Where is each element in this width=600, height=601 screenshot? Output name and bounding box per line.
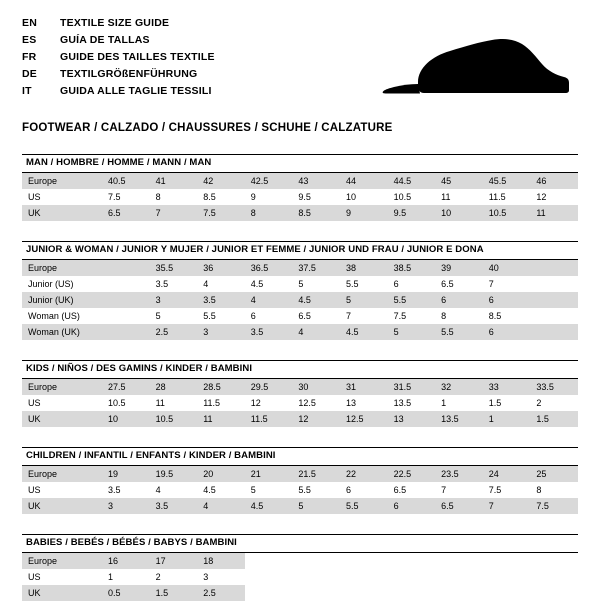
cell: 23.5 [435, 466, 483, 482]
cell-empty [340, 585, 388, 601]
page-title: FOOTWEAR / CALZADO / CHAUSSURES / SCHUHE / CALZATURE [22, 122, 393, 134]
cell: 35.5 [150, 260, 198, 276]
cell: 12.5 [340, 411, 388, 427]
cell: 11 [435, 189, 483, 205]
row-label: UK [22, 585, 102, 601]
row-label: UK [22, 498, 102, 514]
dress-shoe-icon [380, 32, 570, 106]
cell-empty [245, 553, 293, 569]
cell: 4 [292, 324, 340, 340]
cell: 5.5 [197, 308, 245, 324]
cell: 40.5 [102, 173, 150, 189]
cell: 22 [340, 466, 388, 482]
cell: 12 [530, 189, 578, 205]
cell-empty [483, 585, 531, 601]
cell: 19.5 [150, 466, 198, 482]
cell: 3.5 [197, 292, 245, 308]
cell: 0.5 [102, 585, 150, 601]
size-table [22, 466, 578, 514]
cell: 5 [150, 308, 198, 324]
cell: 25 [530, 466, 578, 482]
cell: 7 [150, 205, 198, 221]
cell: 4.5 [245, 276, 293, 292]
cell: 3.5 [102, 482, 150, 498]
cell: 11 [150, 395, 198, 411]
cell: 6.5 [435, 276, 483, 292]
cell: 30 [292, 379, 340, 395]
cell-empty [435, 585, 483, 601]
cell [102, 324, 150, 340]
cell: 7.5 [530, 498, 578, 514]
language-title-list [22, 16, 215, 101]
language-row [22, 33, 215, 50]
cell: 10.5 [150, 411, 198, 427]
cell: 10.5 [102, 395, 150, 411]
cell: 12 [245, 395, 293, 411]
cell: 13.5 [435, 411, 483, 427]
table-row [22, 585, 578, 601]
cell: 11.5 [245, 411, 293, 427]
cell: 33 [483, 379, 531, 395]
cell: 5 [340, 292, 388, 308]
cell: 29.5 [245, 379, 293, 395]
language-title: GUIDA ALLE TAGLIE TESSILI [60, 85, 212, 97]
table-row [22, 205, 578, 221]
language-row [22, 67, 215, 84]
cell: 4.5 [245, 498, 293, 514]
language-row [22, 16, 215, 33]
cell [102, 308, 150, 324]
cell: 4 [197, 276, 245, 292]
cell: 7 [483, 498, 531, 514]
cell: 7 [340, 308, 388, 324]
cell: 5 [388, 324, 436, 340]
language-code: DE [22, 68, 37, 80]
cell: 36 [197, 260, 245, 276]
group-title: JUNIOR & WOMAN / JUNIOR Y MUJER / JUNIOR ET FEMME / JUNIOR UND FRAU / JUNIOR E DONA [26, 244, 484, 255]
language-code: FR [22, 51, 37, 63]
cell: 17 [150, 553, 198, 569]
cell: 21 [245, 466, 293, 482]
cell: 9.5 [388, 205, 436, 221]
row-label: Junior (UK) [22, 292, 102, 308]
cell [102, 276, 150, 292]
cell: 9 [340, 205, 388, 221]
cell-empty [530, 569, 578, 585]
cell: 31.5 [388, 379, 436, 395]
cell: 42 [197, 173, 245, 189]
cell: 42.5 [245, 173, 293, 189]
table-row [22, 553, 578, 569]
language-title: TEXTILE SIZE GUIDE [60, 17, 170, 29]
table-row [22, 498, 578, 514]
cell-empty [245, 569, 293, 585]
cell: 38 [340, 260, 388, 276]
cell: 8.5 [483, 308, 531, 324]
table-row [22, 276, 578, 292]
cell: 1 [435, 395, 483, 411]
size-table [22, 379, 578, 427]
cell: 7.5 [388, 308, 436, 324]
cell: 12.5 [292, 395, 340, 411]
cell: 1.5 [483, 395, 531, 411]
cell: 7.5 [102, 189, 150, 205]
size-group-babies [22, 534, 578, 601]
cell: 8 [530, 482, 578, 498]
table-row [22, 466, 578, 482]
cell: 3.5 [150, 498, 198, 514]
cell [530, 292, 578, 308]
cell [102, 292, 150, 308]
cell: 28 [150, 379, 198, 395]
cell-empty [530, 553, 578, 569]
language-code: ES [22, 34, 37, 46]
cell: 10 [102, 411, 150, 427]
size-table [22, 553, 578, 601]
table-row [22, 173, 578, 189]
cell: 1 [483, 411, 531, 427]
page-header [22, 16, 578, 108]
size-table [22, 173, 578, 221]
table-row [22, 411, 578, 427]
cell: 7.5 [197, 205, 245, 221]
row-label: Europe [22, 379, 102, 395]
cell-empty [483, 553, 531, 569]
group-title: CHILDREN / INFANTIL / ENFANTS / KINDER / BAMBINI [26, 450, 276, 461]
group-title: BABIES / BEBÉS / BÉBÉS / BABYS / BAMBINI [26, 537, 237, 548]
cell-empty [388, 569, 436, 585]
cell: 40 [483, 260, 531, 276]
language-code: EN [22, 17, 37, 29]
row-label: UK [22, 205, 102, 221]
table-row [22, 189, 578, 205]
cell: 10 [340, 189, 388, 205]
cell: 3 [150, 292, 198, 308]
cell: 13 [388, 411, 436, 427]
table-row [22, 292, 578, 308]
cell: 6 [388, 276, 436, 292]
cell: 6.5 [292, 308, 340, 324]
cell: 8.5 [292, 205, 340, 221]
cell: 45 [435, 173, 483, 189]
cell: 1.5 [530, 411, 578, 427]
row-label: UK [22, 411, 102, 427]
cell: 6 [483, 292, 531, 308]
cell: 11.5 [197, 395, 245, 411]
cell: 36.5 [245, 260, 293, 276]
cell: 24 [483, 466, 531, 482]
cell: 6 [483, 324, 531, 340]
row-label: Europe [22, 173, 102, 189]
cell: 5 [292, 498, 340, 514]
table-row [22, 395, 578, 411]
cell: 45.5 [483, 173, 531, 189]
cell: 13 [340, 395, 388, 411]
cell: 5 [292, 276, 340, 292]
group-title: KIDS / NIÑOS / DES GAMINS / KINDER / BAMBINI [26, 363, 253, 374]
size-group-junior-woman [22, 241, 578, 340]
cell: 9 [245, 189, 293, 205]
cell: 44.5 [388, 173, 436, 189]
cell: 4.5 [197, 482, 245, 498]
row-label: Woman (US) [22, 308, 102, 324]
cell: 22.5 [388, 466, 436, 482]
cell: 4.5 [340, 324, 388, 340]
cell: 5.5 [292, 482, 340, 498]
cell: 39 [435, 260, 483, 276]
cell: 11.5 [483, 189, 531, 205]
cell: 44 [340, 173, 388, 189]
cell-empty [388, 553, 436, 569]
cell: 6 [435, 292, 483, 308]
row-label: Europe [22, 553, 102, 569]
cell: 28.5 [197, 379, 245, 395]
row-label: Europe [22, 260, 102, 276]
cell: 43 [292, 173, 340, 189]
size-group-children [22, 447, 578, 514]
cell-empty [340, 553, 388, 569]
cell: 4 [150, 482, 198, 498]
cell: 11 [530, 205, 578, 221]
cell: 38.5 [388, 260, 436, 276]
cell: 3 [197, 569, 245, 585]
cell: 7 [483, 276, 531, 292]
cell: 8 [150, 189, 198, 205]
size-group-man [22, 154, 578, 221]
table-row [22, 379, 578, 395]
cell: 2 [530, 395, 578, 411]
cell-empty [245, 585, 293, 601]
size-group-kids [22, 360, 578, 427]
language-row [22, 50, 215, 67]
cell: 41 [150, 173, 198, 189]
cell: 8.5 [197, 189, 245, 205]
cell-empty [340, 569, 388, 585]
cell: 7.5 [483, 482, 531, 498]
cell: 3.5 [245, 324, 293, 340]
cell: 6.5 [388, 482, 436, 498]
cell-empty [292, 585, 340, 601]
language-code: IT [22, 85, 32, 97]
cell [530, 324, 578, 340]
cell-empty [530, 585, 578, 601]
cell [530, 260, 578, 276]
row-label: Europe [22, 466, 102, 482]
cell-empty [435, 553, 483, 569]
size-table [22, 260, 578, 340]
cell [530, 308, 578, 324]
cell-empty [388, 585, 436, 601]
cell: 8 [435, 308, 483, 324]
table-row [22, 260, 578, 276]
cell: 19 [102, 466, 150, 482]
cell: 37.5 [292, 260, 340, 276]
cell: 6.5 [102, 205, 150, 221]
cell: 33.5 [530, 379, 578, 395]
row-label: US [22, 482, 102, 498]
cell: 10 [435, 205, 483, 221]
cell: 5.5 [435, 324, 483, 340]
row-label: US [22, 189, 102, 205]
table-row [22, 324, 578, 340]
table-row [22, 482, 578, 498]
cell: 5 [245, 482, 293, 498]
row-label: US [22, 569, 102, 585]
table-row [22, 308, 578, 324]
cell: 3 [197, 324, 245, 340]
cell: 21.5 [292, 466, 340, 482]
cell: 18 [197, 553, 245, 569]
cell: 8 [245, 205, 293, 221]
cell: 4 [197, 498, 245, 514]
language-title: GUIDE DES TAILLES TEXTILE [60, 51, 215, 63]
cell [102, 260, 150, 276]
group-title: MAN / HOMBRE / HOMME / MANN / MAN [26, 157, 212, 168]
cell-empty [483, 569, 531, 585]
table-row [22, 569, 578, 585]
cell: 5.5 [340, 498, 388, 514]
cell: 46 [530, 173, 578, 189]
cell: 2.5 [197, 585, 245, 601]
cell: 11 [197, 411, 245, 427]
cell: 10.5 [483, 205, 531, 221]
cell: 16 [102, 553, 150, 569]
cell: 3.5 [150, 276, 198, 292]
cell-empty [292, 569, 340, 585]
language-row [22, 84, 215, 101]
cell: 2 [150, 569, 198, 585]
cell: 6 [388, 498, 436, 514]
row-label: Woman (UK) [22, 324, 102, 340]
cell: 20 [197, 466, 245, 482]
cell: 7 [435, 482, 483, 498]
cell: 3 [102, 498, 150, 514]
cell: 5.5 [340, 276, 388, 292]
cell: 12 [292, 411, 340, 427]
cell: 9.5 [292, 189, 340, 205]
cell: 32 [435, 379, 483, 395]
row-label: Junior (US) [22, 276, 102, 292]
cell: 27.5 [102, 379, 150, 395]
language-title: GUÍA DE TALLAS [60, 34, 150, 46]
cell: 4 [245, 292, 293, 308]
cell-empty [435, 569, 483, 585]
cell: 5.5 [388, 292, 436, 308]
cell: 2.5 [150, 324, 198, 340]
cell: 6 [340, 482, 388, 498]
cell [530, 276, 578, 292]
cell: 13.5 [388, 395, 436, 411]
cell: 1.5 [150, 585, 198, 601]
cell-empty [292, 553, 340, 569]
cell: 6 [245, 308, 293, 324]
cell: 6.5 [435, 498, 483, 514]
language-title: TEXTILGRÖßENFÜHRUNG [60, 68, 198, 80]
cell: 10.5 [388, 189, 436, 205]
row-label: US [22, 395, 102, 411]
cell: 31 [340, 379, 388, 395]
cell: 4.5 [292, 292, 340, 308]
cell: 1 [102, 569, 150, 585]
